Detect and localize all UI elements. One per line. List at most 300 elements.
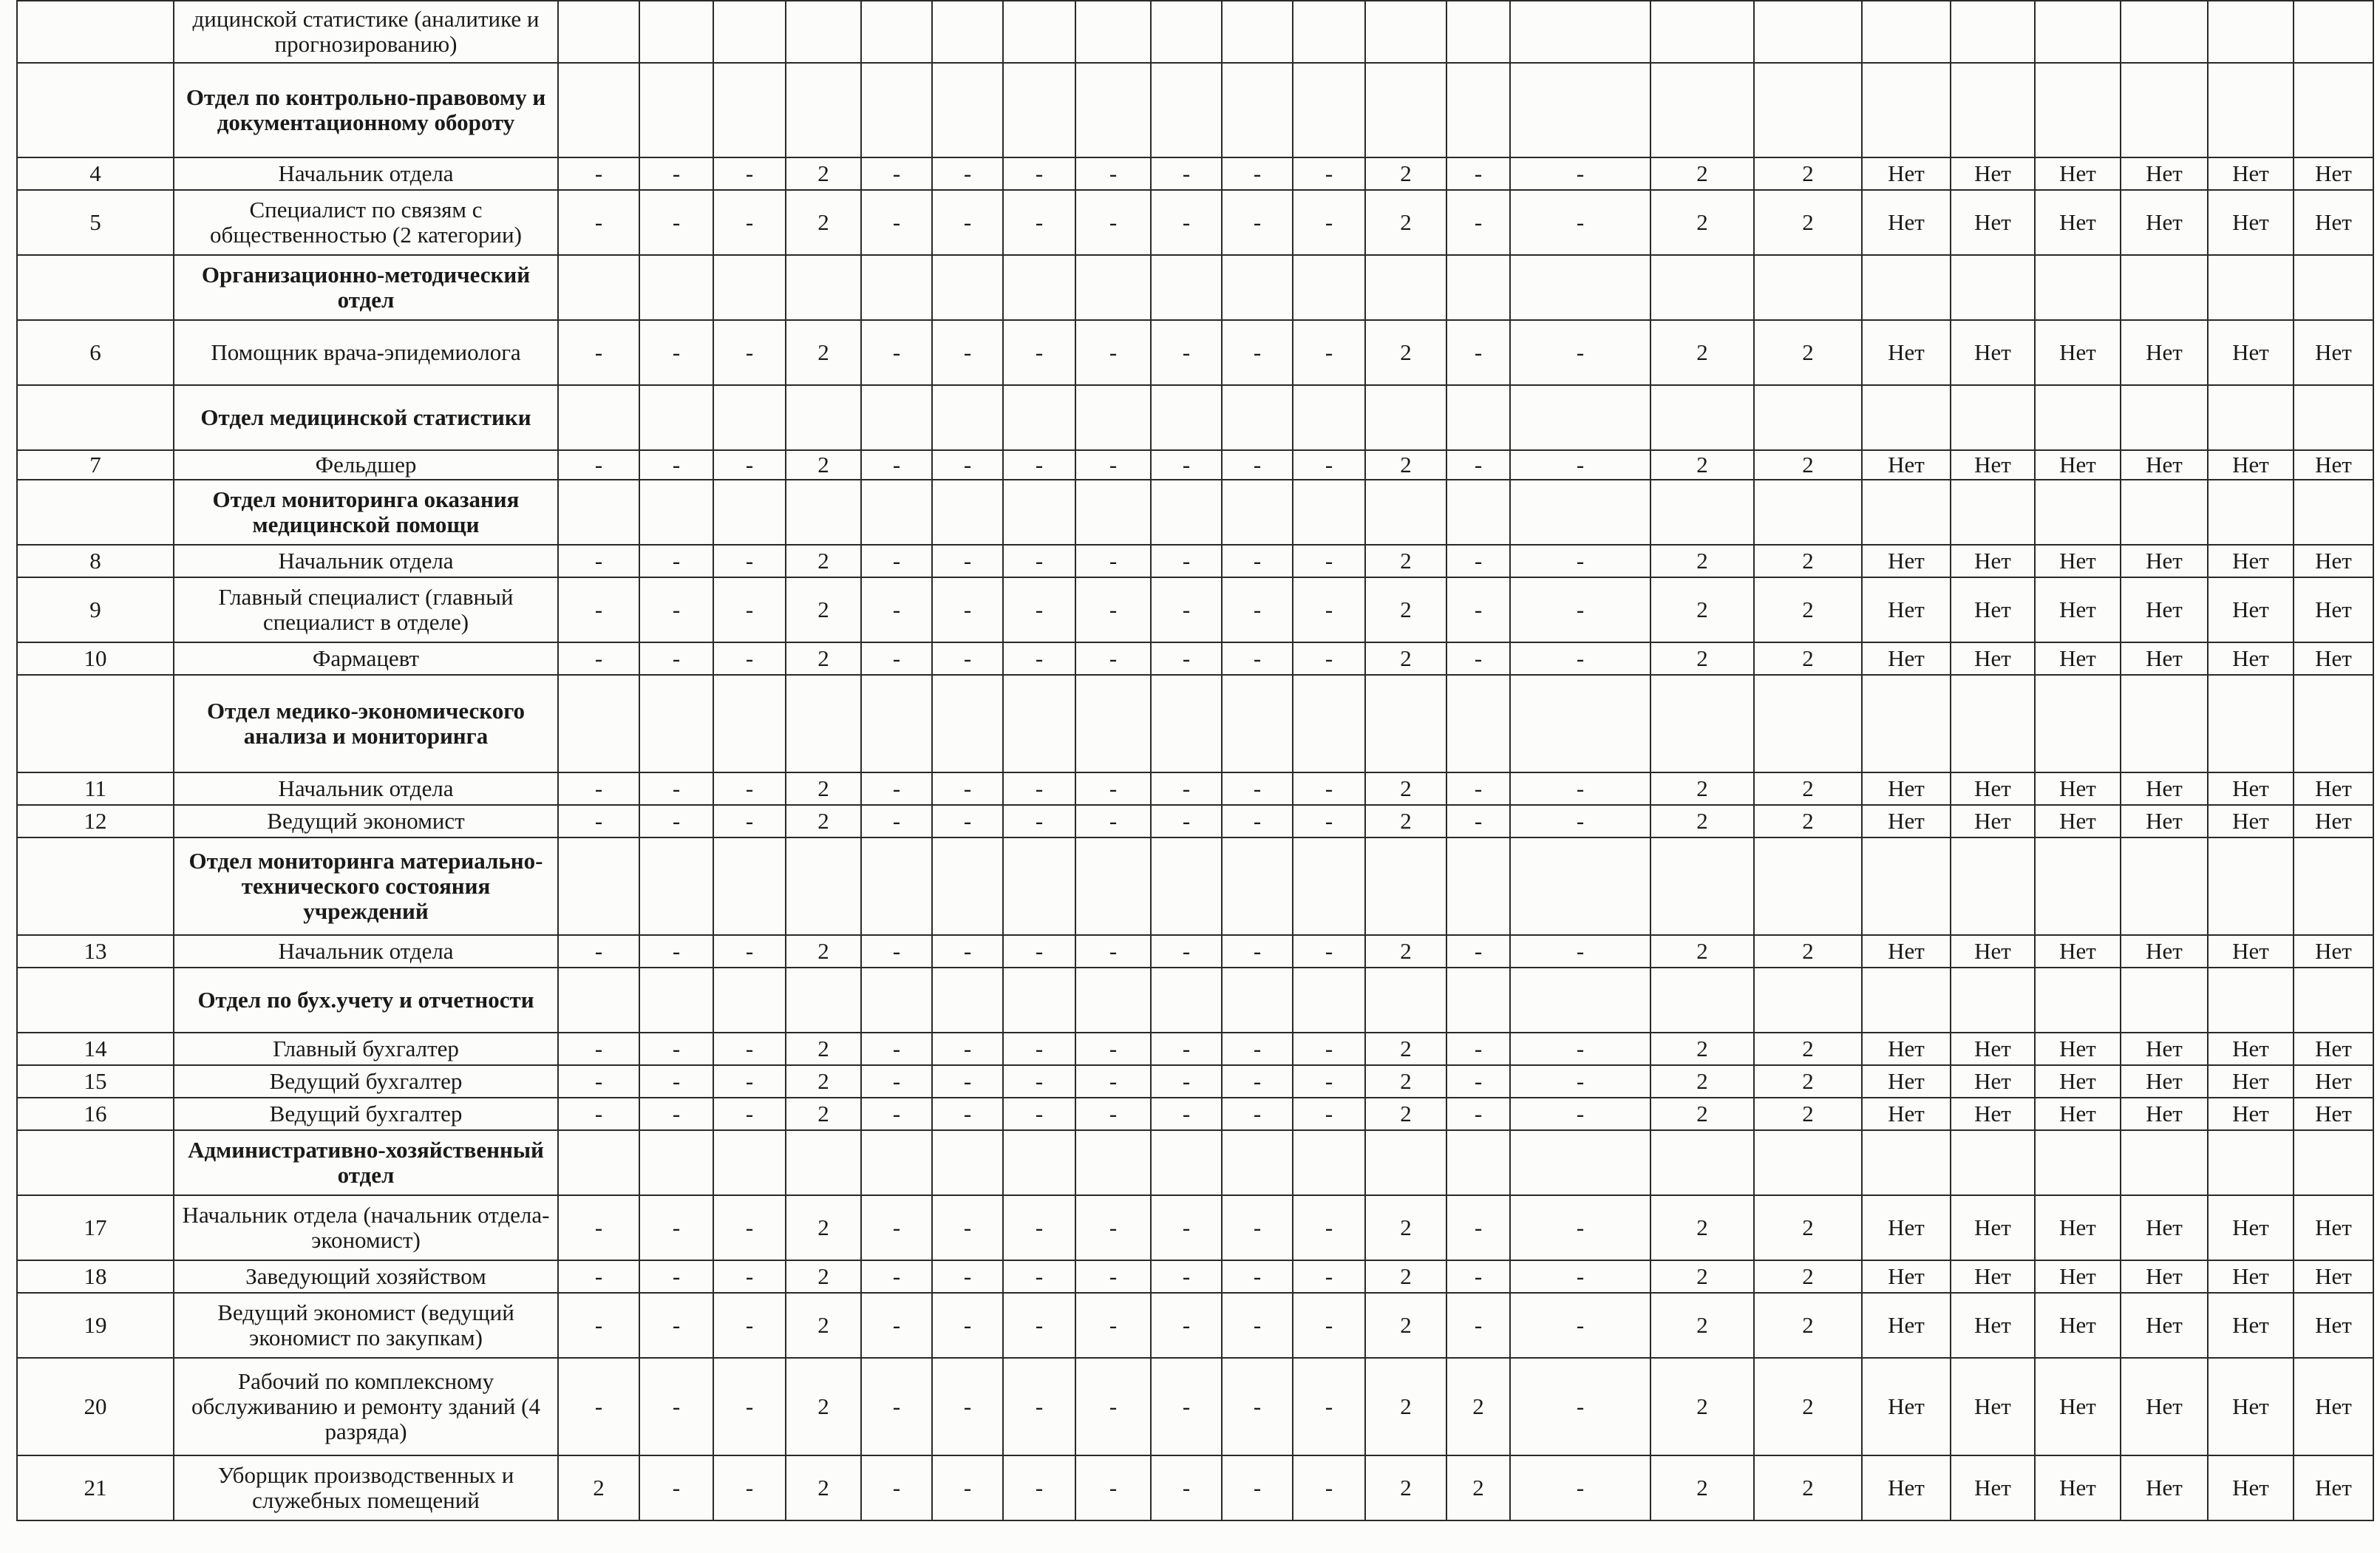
- value-cell: Нет: [2208, 805, 2294, 837]
- value-cell: [1510, 480, 1650, 545]
- value-cell: Нет: [1951, 577, 2035, 642]
- value-cell: [786, 385, 861, 450]
- value-cell: Нет: [1862, 190, 1951, 255]
- section-header-row: [17, 1130, 2373, 1195]
- value-cell: Нет: [2294, 935, 2373, 968]
- value-cell: [2208, 385, 2294, 450]
- value-cell: -: [932, 450, 1003, 480]
- value-cell: -: [1446, 642, 1510, 675]
- value-cell: [2121, 480, 2208, 545]
- value-cell: -: [1510, 772, 1650, 805]
- value-cell: [1293, 255, 1365, 320]
- value-cell: [861, 480, 932, 545]
- row-number-cell: 15: [17, 1065, 174, 1098]
- table-row: [17, 1, 2373, 63]
- value-cell: -: [1293, 1098, 1365, 1130]
- value-cell: -: [1293, 772, 1365, 805]
- value-cell: 2: [1365, 320, 1446, 385]
- value-cell: [1754, 255, 1862, 320]
- value-cell: 2: [1650, 190, 1754, 255]
- value-cell: -: [932, 1455, 1003, 1520]
- value-cell: [639, 385, 713, 450]
- value-cell: Нет: [2121, 1098, 2208, 1130]
- value-cell: [1862, 675, 1951, 772]
- value-cell: -: [861, 642, 932, 675]
- value-cell: -: [639, 1033, 713, 1065]
- value-cell: -: [1293, 1455, 1365, 1520]
- value-cell: Нет: [2208, 320, 2294, 385]
- value-cell: [1650, 968, 1754, 1033]
- value-cell: 2: [1754, 1455, 1862, 1520]
- value-cell: -: [1075, 1455, 1151, 1520]
- value-cell: -: [1075, 1293, 1151, 1358]
- value-cell: -: [861, 1098, 932, 1130]
- value-cell: -: [1293, 805, 1365, 837]
- value-cell: -: [558, 320, 639, 385]
- value-cell: [1222, 480, 1293, 545]
- value-cell: -: [1075, 1033, 1151, 1065]
- value-cell: Нет: [2121, 320, 2208, 385]
- value-cell: [713, 1130, 786, 1195]
- value-cell: -: [861, 1455, 932, 1520]
- value-cell: Нет: [1862, 577, 1951, 642]
- value-cell: -: [861, 1358, 932, 1455]
- value-cell: [1446, 385, 1510, 450]
- value-cell: [932, 1130, 1003, 1195]
- value-cell: [1510, 385, 1650, 450]
- value-cell: Нет: [2294, 450, 2373, 480]
- value-cell: Нет: [2294, 1455, 2373, 1520]
- value-cell: [1222, 63, 1293, 157]
- value-cell: -: [1075, 642, 1151, 675]
- value-cell: 2: [1446, 1358, 1510, 1455]
- value-cell: [1650, 385, 1754, 450]
- value-cell: [2208, 837, 2294, 935]
- value-cell: Нет: [1862, 642, 1951, 675]
- value-cell: 2: [1650, 1033, 1754, 1065]
- value-cell: Нет: [1862, 1358, 1951, 1455]
- value-cell: -: [639, 157, 713, 190]
- value-cell: [1003, 837, 1075, 935]
- row-number-cell: 4: [17, 157, 174, 190]
- value-cell: [2035, 837, 2121, 935]
- value-cell: -: [713, 1195, 786, 1260]
- value-cell: [1951, 1, 2035, 63]
- value-cell: [1151, 1130, 1222, 1195]
- value-cell: 2: [1754, 1033, 1862, 1065]
- value-cell: -: [558, 190, 639, 255]
- value-cell: Нет: [1951, 935, 2035, 968]
- value-cell: [2294, 385, 2373, 450]
- row-number-cell: 9: [17, 577, 174, 642]
- value-cell: 2: [1754, 157, 1862, 190]
- value-cell: [1075, 255, 1151, 320]
- value-cell: -: [1510, 190, 1650, 255]
- value-cell: 2: [1754, 320, 1862, 385]
- value-cell: -: [1222, 190, 1293, 255]
- value-cell: -: [639, 1098, 713, 1130]
- value-cell: [2035, 1130, 2121, 1195]
- section-title-cell: Отдел по бух.учету и отчетности: [174, 968, 558, 1033]
- row-number-cell: 8: [17, 545, 174, 577]
- value-cell: [1003, 968, 1075, 1033]
- value-cell: -: [1222, 805, 1293, 837]
- value-cell: -: [713, 772, 786, 805]
- value-cell: -: [639, 1195, 713, 1260]
- value-cell: -: [1151, 190, 1222, 255]
- value-cell: [2208, 968, 2294, 1033]
- value-cell: [861, 968, 932, 1033]
- value-cell: [1003, 1, 1075, 63]
- value-cell: -: [1222, 545, 1293, 577]
- value-cell: Нет: [2208, 1260, 2294, 1293]
- value-cell: -: [639, 545, 713, 577]
- value-cell: -: [861, 157, 932, 190]
- table-row: [17, 450, 2373, 480]
- value-cell: Нет: [1951, 1033, 2035, 1065]
- value-cell: [1951, 255, 2035, 320]
- value-cell: Нет: [2035, 1293, 2121, 1358]
- value-cell: -: [1075, 190, 1151, 255]
- value-cell: -: [1075, 545, 1151, 577]
- value-cell: -: [1075, 935, 1151, 968]
- value-cell: 2: [1650, 642, 1754, 675]
- value-cell: -: [1222, 450, 1293, 480]
- value-cell: Нет: [2208, 1195, 2294, 1260]
- value-cell: 2: [786, 1098, 861, 1130]
- value-cell: [713, 63, 786, 157]
- value-cell: -: [713, 190, 786, 255]
- section-header-row: [17, 255, 2373, 320]
- value-cell: 2: [1754, 450, 1862, 480]
- value-cell: [1650, 63, 1754, 157]
- value-cell: -: [1293, 450, 1365, 480]
- position-name-cell: Помощник врача-эпидемиолога: [174, 320, 558, 385]
- value-cell: [2035, 968, 2121, 1033]
- value-cell: [2035, 1, 2121, 63]
- value-cell: 2: [1650, 935, 1754, 968]
- value-cell: -: [1293, 935, 1365, 968]
- value-cell: Нет: [2035, 772, 2121, 805]
- value-cell: Нет: [2294, 1065, 2373, 1098]
- value-cell: [1293, 1130, 1365, 1195]
- value-cell: -: [1222, 935, 1293, 968]
- value-cell: [1862, 480, 1951, 545]
- value-cell: -: [861, 1293, 932, 1358]
- value-cell: Нет: [2208, 545, 2294, 577]
- value-cell: [1365, 480, 1446, 545]
- value-cell: [2294, 837, 2373, 935]
- value-cell: 2: [1365, 545, 1446, 577]
- value-cell: [639, 1130, 713, 1195]
- row-number-cell: [17, 968, 174, 1033]
- value-cell: Нет: [2035, 935, 2121, 968]
- value-cell: -: [1003, 1098, 1075, 1130]
- value-cell: 2: [1365, 1455, 1446, 1520]
- value-cell: Нет: [1862, 320, 1951, 385]
- value-cell: -: [639, 450, 713, 480]
- value-cell: -: [1151, 772, 1222, 805]
- value-cell: Нет: [2294, 1260, 2373, 1293]
- value-cell: -: [1003, 642, 1075, 675]
- value-cell: -: [1222, 1455, 1293, 1520]
- position-name-cell: Фельдшер: [174, 450, 558, 480]
- value-cell: [639, 837, 713, 935]
- value-cell: -: [1446, 577, 1510, 642]
- value-cell: -: [1003, 190, 1075, 255]
- value-cell: -: [1510, 1455, 1650, 1520]
- row-number-cell: [17, 480, 174, 545]
- position-name-cell: Ведущий экономист (ведущий экономист по закупкам): [174, 1293, 558, 1358]
- value-cell: 2: [1650, 577, 1754, 642]
- value-cell: -: [1293, 1293, 1365, 1358]
- value-cell: [1446, 255, 1510, 320]
- value-cell: [2121, 1, 2208, 63]
- value-cell: [2208, 675, 2294, 772]
- value-cell: Нет: [1862, 157, 1951, 190]
- value-cell: [1222, 968, 1293, 1033]
- value-cell: [1510, 968, 1650, 1033]
- value-cell: [861, 675, 932, 772]
- value-cell: -: [1222, 1195, 1293, 1260]
- value-cell: 2: [1650, 772, 1754, 805]
- value-cell: Нет: [2035, 1260, 2121, 1293]
- position-name-cell: Ведущий бухгалтер: [174, 1065, 558, 1098]
- value-cell: -: [558, 1195, 639, 1260]
- value-cell: 2: [1754, 935, 1862, 968]
- value-cell: -: [1222, 577, 1293, 642]
- value-cell: [1003, 255, 1075, 320]
- value-cell: Нет: [1951, 805, 2035, 837]
- value-cell: [2035, 480, 2121, 545]
- row-number-cell: 19: [17, 1293, 174, 1358]
- value-cell: 2: [1754, 577, 1862, 642]
- value-cell: -: [558, 772, 639, 805]
- value-cell: [1510, 63, 1650, 157]
- value-cell: -: [932, 642, 1003, 675]
- value-cell: [1650, 837, 1754, 935]
- value-cell: 2: [786, 190, 861, 255]
- value-cell: -: [1446, 772, 1510, 805]
- value-cell: 2: [786, 805, 861, 837]
- value-cell: 2: [1754, 1260, 1862, 1293]
- value-cell: -: [1293, 1033, 1365, 1065]
- value-cell: -: [932, 1098, 1003, 1130]
- value-cell: -: [932, 805, 1003, 837]
- value-cell: [1650, 1, 1754, 63]
- value-cell: Нет: [2035, 577, 2121, 642]
- table-row: [17, 642, 2373, 675]
- value-cell: -: [861, 577, 932, 642]
- value-cell: -: [1293, 577, 1365, 642]
- value-cell: Нет: [2035, 1033, 2121, 1065]
- value-cell: [1222, 1, 1293, 63]
- value-cell: [2294, 1130, 2373, 1195]
- value-cell: [1862, 1130, 1951, 1195]
- table-row: [17, 772, 2373, 805]
- table-row: [17, 1260, 2373, 1293]
- value-cell: [1222, 837, 1293, 935]
- value-cell: [1446, 1, 1510, 63]
- table-row: [17, 1358, 2373, 1455]
- value-cell: Нет: [1951, 450, 2035, 480]
- value-cell: [786, 675, 861, 772]
- value-cell: 2: [1365, 805, 1446, 837]
- value-cell: Нет: [2121, 157, 2208, 190]
- value-cell: [1151, 480, 1222, 545]
- value-cell: 2: [1754, 1065, 1862, 1098]
- value-cell: 2: [1650, 320, 1754, 385]
- value-cell: -: [1293, 1065, 1365, 1098]
- value-cell: 2: [1650, 157, 1754, 190]
- value-cell: [1365, 837, 1446, 935]
- value-cell: -: [558, 545, 639, 577]
- table-row: [17, 1455, 2373, 1520]
- value-cell: 2: [1650, 450, 1754, 480]
- value-cell: [1754, 1130, 1862, 1195]
- value-cell: -: [558, 1033, 639, 1065]
- position-name-cell: Главный бухгалтер: [174, 1033, 558, 1065]
- position-name-cell: дицинской статистике (аналитике и прогнозированию): [174, 1, 558, 63]
- value-cell: -: [639, 190, 713, 255]
- value-cell: [1446, 837, 1510, 935]
- position-name-cell: Начальник отдела: [174, 545, 558, 577]
- value-cell: [639, 63, 713, 157]
- value-cell: Нет: [2121, 1293, 2208, 1358]
- value-cell: 2: [1650, 1065, 1754, 1098]
- value-cell: -: [1151, 935, 1222, 968]
- value-cell: Нет: [1862, 1455, 1951, 1520]
- value-cell: Нет: [1951, 157, 2035, 190]
- value-cell: -: [1075, 1195, 1151, 1260]
- value-cell: Нет: [2035, 450, 2121, 480]
- value-cell: Нет: [2294, 545, 2373, 577]
- value-cell: [1151, 837, 1222, 935]
- value-cell: [1365, 1130, 1446, 1195]
- value-cell: [1862, 385, 1951, 450]
- section-title-cell: Отдел мониторинга материально-технического состояния учреждений: [174, 837, 558, 935]
- value-cell: Нет: [1862, 805, 1951, 837]
- position-name-cell: Начальник отдела: [174, 772, 558, 805]
- value-cell: -: [713, 1455, 786, 1520]
- value-cell: -: [1003, 450, 1075, 480]
- value-cell: Нет: [2035, 1358, 2121, 1455]
- value-cell: Нет: [2121, 1358, 2208, 1455]
- value-cell: [932, 837, 1003, 935]
- value-cell: -: [639, 935, 713, 968]
- value-cell: -: [1222, 320, 1293, 385]
- value-cell: -: [932, 320, 1003, 385]
- value-cell: -: [1446, 1195, 1510, 1260]
- value-cell: [1222, 255, 1293, 320]
- value-cell: [1075, 63, 1151, 157]
- value-cell: [713, 968, 786, 1033]
- value-cell: -: [558, 1065, 639, 1098]
- value-cell: [1446, 480, 1510, 545]
- value-cell: -: [1003, 1293, 1075, 1358]
- value-cell: [2294, 63, 2373, 157]
- value-cell: -: [932, 1293, 1003, 1358]
- value-cell: [558, 385, 639, 450]
- value-cell: -: [1003, 157, 1075, 190]
- value-cell: -: [1151, 1260, 1222, 1293]
- value-cell: -: [713, 450, 786, 480]
- value-cell: -: [713, 1358, 786, 1455]
- value-cell: Нет: [2208, 190, 2294, 255]
- row-number-cell: 20: [17, 1358, 174, 1455]
- value-cell: [713, 675, 786, 772]
- value-cell: [861, 385, 932, 450]
- value-cell: Нет: [2208, 772, 2294, 805]
- value-cell: 2: [1365, 935, 1446, 968]
- value-cell: [1951, 385, 2035, 450]
- value-cell: Нет: [2294, 1195, 2373, 1260]
- row-number-cell: 21: [17, 1455, 174, 1520]
- value-cell: -: [639, 1455, 713, 1520]
- value-cell: [1862, 63, 1951, 157]
- value-cell: -: [1075, 320, 1151, 385]
- table-row: [17, 1195, 2373, 1260]
- position-name-cell: Уборщик производственных и служебных помещений: [174, 1455, 558, 1520]
- value-cell: -: [1446, 320, 1510, 385]
- value-cell: [558, 968, 639, 1033]
- value-cell: -: [1293, 157, 1365, 190]
- value-cell: [1075, 385, 1151, 450]
- value-cell: -: [1222, 1358, 1293, 1455]
- value-cell: -: [713, 1065, 786, 1098]
- value-cell: Нет: [1951, 1260, 2035, 1293]
- position-name-cell: Рабочий по комплексному обслуживанию и ремонту зданий (4 разряда): [174, 1358, 558, 1455]
- section-title-cell: Организационно-методический отдел: [174, 255, 558, 320]
- value-cell: [1365, 63, 1446, 157]
- value-cell: -: [1075, 157, 1151, 190]
- value-cell: [1754, 385, 1862, 450]
- value-cell: [1510, 255, 1650, 320]
- value-cell: -: [1510, 1065, 1650, 1098]
- value-cell: [1075, 1130, 1151, 1195]
- row-number-cell: 12: [17, 805, 174, 837]
- value-cell: [1365, 255, 1446, 320]
- value-cell: Нет: [2294, 1358, 2373, 1455]
- value-cell: -: [1151, 577, 1222, 642]
- value-cell: [1003, 675, 1075, 772]
- value-cell: -: [1075, 805, 1151, 837]
- value-cell: -: [558, 805, 639, 837]
- section-header-row: [17, 837, 2373, 935]
- value-cell: -: [713, 157, 786, 190]
- value-cell: -: [1293, 320, 1365, 385]
- value-cell: -: [1222, 642, 1293, 675]
- value-cell: [1862, 1, 1951, 63]
- value-cell: [2294, 675, 2373, 772]
- value-cell: 2: [1650, 1098, 1754, 1130]
- value-cell: 2: [786, 1293, 861, 1358]
- value-cell: -: [1151, 545, 1222, 577]
- value-cell: -: [1446, 1033, 1510, 1065]
- value-cell: Нет: [1862, 1260, 1951, 1293]
- value-cell: [2035, 385, 2121, 450]
- value-cell: -: [1151, 1358, 1222, 1455]
- value-cell: [1650, 255, 1754, 320]
- value-cell: [2208, 63, 2294, 157]
- value-cell: -: [1151, 805, 1222, 837]
- value-cell: [1151, 675, 1222, 772]
- value-cell: -: [1151, 1065, 1222, 1098]
- value-cell: -: [1446, 1098, 1510, 1130]
- value-cell: [1446, 675, 1510, 772]
- row-number-cell: [17, 1, 174, 63]
- value-cell: -: [713, 320, 786, 385]
